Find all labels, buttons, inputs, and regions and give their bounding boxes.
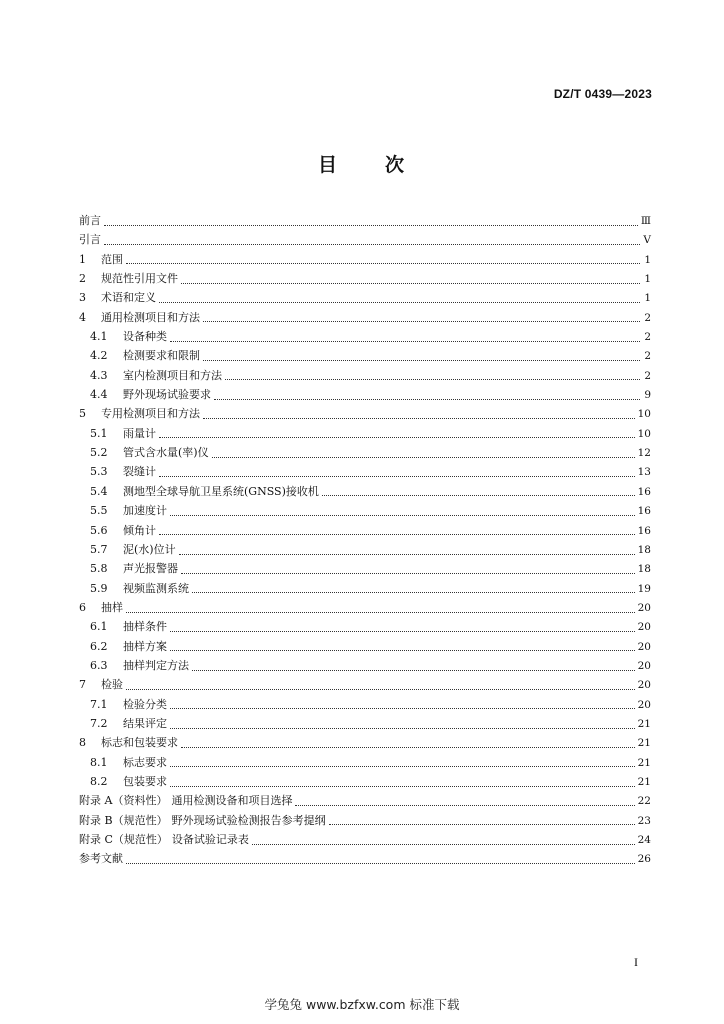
toc-entry[interactable]: [79, 424, 651, 443]
toc-entry-label: 参考文献: [79, 852, 123, 866]
toc-entry-label: 检验: [101, 678, 123, 692]
standard-code: DZ/T 0439—2023: [553, 87, 652, 101]
toc-entry-number: 1: [79, 252, 86, 266]
toc-entry-label: 泥(水)位计: [123, 542, 176, 556]
toc-entry-number: 7.2: [90, 716, 108, 730]
dot-leader: [170, 649, 635, 651]
toc-entry-number: 5.4: [90, 484, 108, 498]
toc-entry-number: 5.9: [90, 581, 108, 595]
dot-leader: [203, 359, 640, 361]
toc-entry-label: 加速度计: [123, 504, 167, 518]
toc-entry-label: 引言: [79, 233, 101, 247]
toc-entry-page: 20: [637, 640, 651, 653]
toc-entry-label: 倾角计: [123, 523, 156, 537]
toc-entry-number: 2: [79, 272, 86, 286]
toc-entry-page: 1: [644, 273, 651, 286]
toc-entry-number: 4.4: [90, 388, 108, 402]
dot-leader: [159, 436, 635, 438]
toc-entry-label: 通用检测项目和方法: [101, 310, 200, 324]
toc-entry-page: 16: [637, 485, 651, 498]
dot-leader: [170, 707, 635, 709]
dot-leader: [212, 456, 635, 458]
dot-leader: [252, 843, 635, 845]
toc-entry[interactable]: [79, 579, 651, 598]
toc-entry-page: 2: [644, 369, 651, 382]
dot-leader: [295, 804, 634, 806]
toc-entry-page: 2: [644, 331, 651, 344]
dot-leader: [170, 727, 635, 729]
dot-leader: [159, 533, 635, 535]
toc-entry[interactable]: [79, 462, 651, 481]
dot-leader: [170, 340, 640, 342]
toc-entry-number: 7: [79, 678, 86, 692]
toc-entry-label: 野外现场试验检测报告参考提纲: [171, 813, 326, 827]
dot-leader: [159, 475, 635, 477]
toc-entry[interactable]: [79, 753, 651, 772]
toc-entry-number: 5.5: [90, 504, 108, 518]
toc-entry-label: 包装要求: [123, 774, 167, 788]
toc-entry-label: 规范性引用文件: [101, 272, 178, 286]
toc-entry[interactable]: [79, 559, 651, 578]
toc-entry[interactable]: [79, 695, 651, 714]
toc-entry-label: 声光报警器: [123, 562, 178, 576]
toc-entry[interactable]: [79, 230, 651, 249]
toc-entry-label: 设备试验记录表: [171, 833, 249, 846]
toc-entry-label: 抽样: [101, 600, 123, 614]
toc-entry-number: 5.6: [90, 523, 108, 537]
toc-entry-label: 结果评定: [123, 716, 167, 730]
toc-entry[interactable]: [79, 346, 651, 365]
toc-entry-page: 16: [637, 505, 651, 518]
toc-entry[interactable]: [79, 211, 651, 230]
toc-entry-number: 6.1: [90, 620, 108, 634]
toc-entry[interactable]: [79, 849, 651, 868]
toc-entry[interactable]: [79, 327, 651, 346]
toc-entry-label: 检验分类: [123, 697, 167, 711]
toc-entry-label: 抽样条件: [123, 620, 167, 634]
toc-entry[interactable]: [79, 366, 651, 385]
dot-leader: [170, 514, 635, 516]
toc-entry-label: 裂缝计: [123, 465, 156, 479]
toc-entry-number: 5.7: [90, 542, 108, 556]
toc-entry-label: 术语和定义: [101, 291, 156, 305]
toc-entry-page: 21: [637, 737, 651, 750]
toc-entry-label: 通用检测设备和项目选择: [171, 794, 293, 808]
toc-entry-label: 检测要求和限制: [123, 349, 200, 363]
toc-entry-page: 20: [637, 601, 651, 614]
dot-leader: [192, 669, 635, 671]
toc-entry-page: 19: [637, 582, 651, 595]
dot-leader: [104, 243, 640, 245]
dot-leader: [225, 378, 640, 380]
toc-entry-label: 抽样方案: [123, 639, 167, 653]
toc-entry-label: 测地型全球导航卫星系统(GNSS)接收机: [123, 484, 319, 498]
toc-entry[interactable]: [79, 482, 651, 501]
toc-entry-label: 专用检测项目和方法: [101, 407, 200, 421]
dot-leader: [126, 862, 635, 864]
dot-leader: [192, 591, 635, 593]
table-of-contents: [79, 211, 651, 869]
toc-entry-page: 16: [637, 524, 651, 537]
toc-entry-label: 前言: [79, 214, 101, 227]
toc-entry-label: 范围: [101, 252, 123, 266]
dot-leader: [126, 611, 635, 613]
toc-entry-number: 4: [79, 310, 86, 324]
toc-entry-page: 21: [637, 717, 651, 730]
toc-entry-label: 标志和包装要求: [101, 736, 178, 750]
toc-entry-number: 5: [79, 407, 86, 421]
dot-leader: [203, 320, 640, 322]
toc-entry[interactable]: [79, 521, 651, 540]
toc-entry-label: 管式含水量(率)仪: [123, 446, 209, 460]
dot-leader: [126, 262, 640, 264]
toc-entry-page: Ⅴ: [643, 234, 651, 247]
toc-entry-number: 8: [79, 736, 86, 750]
toc-entry-page: 22: [637, 795, 651, 808]
toc-entry-page: 20: [637, 621, 651, 634]
toc-entry[interactable]: [79, 811, 651, 830]
toc-entry-page: 10: [637, 427, 651, 440]
toc-entry-number: 6: [79, 600, 86, 614]
dot-leader: [170, 630, 635, 632]
toc-entry-page: 24: [637, 834, 651, 846]
toc-entry[interactable]: [79, 791, 651, 810]
toc-entry-number: 3: [79, 291, 86, 305]
toc-entry-number: 8.1: [90, 755, 108, 769]
toc-entry[interactable]: [79, 617, 651, 636]
dot-leader: [170, 785, 635, 787]
toc-entry[interactable]: [79, 443, 651, 462]
toc-entry-page: 12: [637, 447, 651, 460]
dot-leader: [181, 572, 635, 574]
toc-entry-number: 5.2: [90, 446, 108, 460]
toc-entry-page: 9: [644, 389, 651, 402]
page-number: I: [634, 955, 638, 969]
dot-leader: [159, 301, 640, 303]
toc-entry[interactable]: [79, 714, 651, 733]
dot-leader: [170, 765, 635, 767]
toc-entry-page: 20: [637, 659, 651, 672]
toc-entry[interactable]: [79, 656, 651, 675]
toc-entry-number: 5.1: [90, 426, 108, 440]
toc-entry-number: 4.2: [90, 349, 108, 363]
toc-entry-number: 附录 C（规范性）: [79, 833, 168, 846]
toc-entry-page: 1: [644, 292, 651, 305]
toc-entry[interactable]: [79, 772, 651, 791]
toc-entry-page: Ⅲ: [640, 215, 651, 227]
toc-entry[interactable]: [79, 501, 651, 520]
toc-entry-page: 10: [637, 408, 651, 421]
toc-entry-number: 6.2: [90, 639, 108, 653]
toc-entry[interactable]: [79, 269, 651, 288]
dot-leader: [181, 282, 640, 284]
toc-entry-page: 21: [637, 775, 651, 788]
toc-entry-number: 5.8: [90, 562, 108, 576]
toc-entry-page: 20: [637, 679, 651, 692]
toc-entry-number: 7.1: [90, 697, 108, 711]
toc-entry-page: 18: [637, 543, 651, 556]
dot-leader: [203, 417, 635, 419]
toc-entry-label: 标志要求: [123, 755, 167, 769]
dot-leader: [329, 823, 635, 825]
toc-entry[interactable]: [79, 830, 651, 849]
toc-entry[interactable]: [79, 733, 651, 752]
toc-entry-label: 视频监测系统: [123, 581, 189, 595]
toc-entry-page: 21: [637, 756, 651, 769]
toc-entry-label: 野外现场试验要求: [123, 388, 211, 402]
toc-entry[interactable]: [79, 675, 651, 694]
toc-entry[interactable]: [79, 385, 651, 404]
toc-entry[interactable]: [79, 250, 651, 269]
toc-entry-number: 4.3: [90, 368, 108, 382]
toc-entry[interactable]: [79, 540, 651, 559]
toc-entry-page: 20: [637, 698, 651, 711]
footer-watermark: 学兔兔 www.bzfxw.com 标准下载: [264, 997, 460, 1012]
toc-entry[interactable]: [79, 637, 651, 656]
toc-entry-label: 设备种类: [123, 330, 167, 344]
page-title: 目次: [317, 154, 452, 176]
toc-entry-page: 23: [637, 814, 651, 827]
toc-entry-page: 13: [637, 466, 651, 479]
toc-entry-number: 附录 A（资料性）: [79, 794, 168, 808]
dot-leader: [179, 553, 635, 555]
toc-entry-page: 18: [637, 563, 651, 576]
toc-entry-number: 5.3: [90, 465, 108, 479]
dot-leader: [322, 494, 635, 496]
toc-entry-page: 26: [637, 853, 651, 866]
dot-leader: [126, 688, 635, 690]
toc-entry[interactable]: [79, 404, 651, 423]
dot-leader: [104, 224, 638, 226]
toc-entry-number: 8.2: [90, 774, 108, 788]
toc-entry-number: 6.3: [90, 658, 108, 672]
toc-entry-number: 附录 B（规范性）: [79, 813, 168, 827]
toc-entry[interactable]: [79, 598, 651, 617]
toc-entry-label: 雨量计: [123, 426, 156, 440]
toc-entry-page: 1: [644, 253, 651, 266]
toc-entry-label: 抽样判定方法: [123, 658, 189, 672]
toc-entry[interactable]: [79, 288, 651, 307]
toc-entry-page: 2: [644, 311, 651, 324]
dot-leader: [214, 398, 640, 400]
toc-entry-page: 2: [644, 350, 651, 363]
toc-entry[interactable]: [79, 308, 651, 327]
toc-entry-number: 4.1: [90, 330, 108, 344]
toc-entry-label: 室内检测项目和方法: [123, 368, 222, 382]
dot-leader: [181, 746, 635, 748]
